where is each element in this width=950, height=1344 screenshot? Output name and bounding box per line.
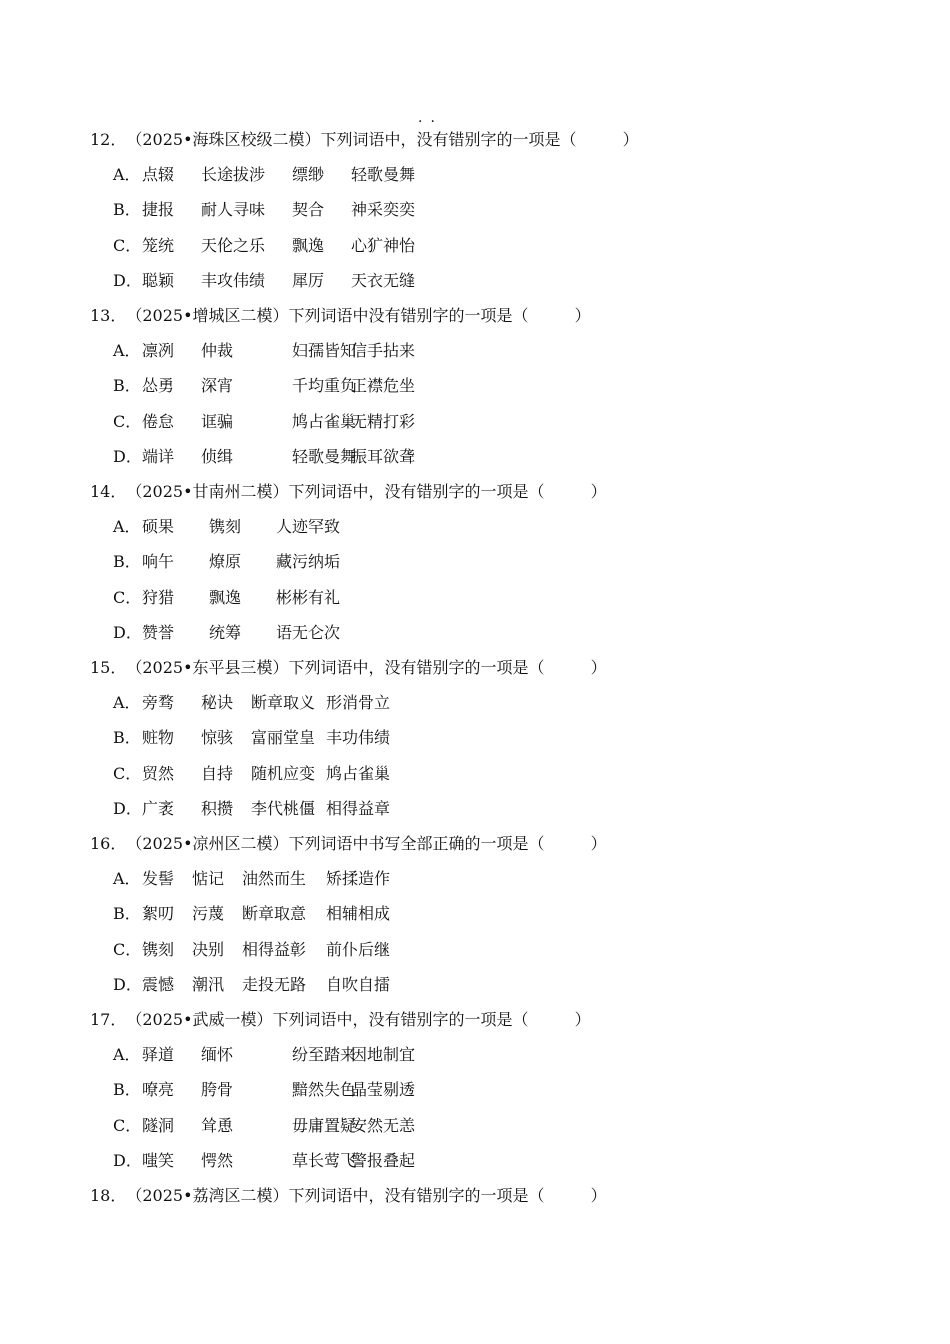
option-letter: A． (113, 1045, 141, 1065)
option-word: 相辅相成 (326, 904, 391, 924)
option-word: 轻歌曼舞 (351, 165, 416, 185)
option-word: 贸然 (142, 763, 175, 783)
option-letter: D． (113, 270, 142, 290)
question-stem (90, 130, 639, 150)
option-word: 丰攻伟绩 (201, 270, 266, 290)
question-source: （2025•海珠区校级二模） (126, 130, 321, 149)
option-word: 赃物 (142, 728, 175, 748)
question-close-paren: ） (590, 482, 607, 501)
option-word: 契合 (292, 200, 325, 220)
option-word: 积攒 (201, 798, 234, 818)
question-text: 下列词语中没有错别字的一项是（ (288, 306, 529, 325)
option-word: 千均重负 (292, 376, 357, 396)
option-word: 富丽堂皇 (251, 728, 316, 748)
option-word: 旁骛 (142, 693, 175, 713)
question-close-paren: ） (574, 306, 591, 325)
question-stem (90, 658, 607, 678)
option-word: 前仆后继 (326, 939, 391, 959)
option-word: 断章取意 (242, 904, 307, 924)
option-letter: A． (113, 165, 141, 185)
option-word: 端详 (142, 446, 175, 466)
option-word: 人迹罕致 (276, 517, 341, 537)
option-word: 神采奕奕 (351, 200, 416, 220)
option-letter: A． (113, 517, 141, 537)
option-letter: B． (113, 200, 141, 220)
option-letter: B． (113, 1080, 141, 1100)
option-word: 正襟危坐 (351, 376, 416, 396)
option-letter: C． (113, 763, 142, 783)
option-letter: C． (113, 235, 142, 255)
option-word: 因地制宜 (351, 1045, 416, 1065)
option-word: 长途拔涉 (201, 165, 266, 185)
option-word: 嘹亮 (142, 1080, 175, 1100)
question-number: 16． (90, 834, 127, 853)
option-letter: C． (113, 939, 142, 959)
option-letter: D． (113, 622, 142, 642)
option-word: 矫揉造作 (326, 869, 391, 889)
question-text: 下列词语中，没有错别字的一项是（ (288, 658, 545, 677)
option-word: 毋庸置疑 (292, 1115, 357, 1135)
question-text: 下列词语中，没有错别字的一项是（ (288, 482, 545, 501)
option-word: 妇孺皆知 (292, 341, 357, 361)
option-word: 燎原 (209, 552, 242, 572)
option-word: 惊骇 (201, 728, 234, 748)
option-word: 断章取义 (251, 693, 316, 713)
option-word: 响午 (142, 552, 175, 572)
option-word: 狩猎 (142, 587, 175, 607)
option-letter: B． (113, 376, 141, 396)
option-word: 隧洞 (142, 1115, 175, 1135)
option-word: 驿道 (142, 1045, 175, 1065)
option-word: 胯骨 (201, 1080, 234, 1100)
option-word: 赞誉 (142, 622, 175, 642)
option-word: 自持 (201, 763, 234, 783)
option-word: 仲裁 (201, 341, 234, 361)
question-number: 15． (90, 658, 127, 677)
option-word: 飘逸 (209, 587, 242, 607)
question-source: （2025•凉州区二模） (126, 834, 289, 853)
option-word: 无精打彩 (351, 411, 416, 431)
question-text: 下列词语中，没有错别字的一项是（ (288, 1186, 545, 1205)
option-word: 彬彬有礼 (276, 587, 341, 607)
option-letter: B． (113, 904, 141, 924)
option-word: 聪颖 (142, 270, 175, 290)
option-word: 笼统 (142, 235, 175, 255)
option-word: 镌刻 (209, 517, 242, 537)
option-word: 警报叠起 (351, 1150, 416, 1170)
option-letter: D． (113, 1150, 142, 1170)
option-word: 油然而生 (242, 869, 307, 889)
option-word: 耸恿 (201, 1115, 234, 1135)
option-word: 怂勇 (142, 376, 175, 396)
question-text: 下列词语中，没有错别字的一项是（ (320, 130, 577, 149)
option-word: 随机应变 (251, 763, 316, 783)
question-text: 下列词语中，没有错别字的一项是（ (272, 1010, 529, 1029)
option-word: 秘诀 (201, 693, 234, 713)
option-word: 草长莺飞 (292, 1150, 357, 1170)
option-letter: B． (113, 552, 141, 572)
option-word: 轻歌曼舞 (292, 446, 357, 466)
option-word: 缅怀 (201, 1045, 234, 1065)
option-word: 深宵 (201, 376, 234, 396)
option-word: 形消骨立 (326, 693, 391, 713)
option-word: 侦缉 (201, 446, 234, 466)
option-word: 黯然失色 (292, 1080, 357, 1100)
question-source: （2025•荔湾区二模） (126, 1186, 289, 1205)
option-word: 纷至踏来 (292, 1045, 357, 1065)
question-close-paren: ） (590, 658, 607, 677)
option-word: 李代桃僵 (251, 798, 316, 818)
question-source: （2025•增城区二模） (126, 306, 289, 325)
question-number: 13． (90, 306, 127, 325)
option-word: 丰功伟绩 (326, 728, 391, 748)
option-word: 愕然 (201, 1150, 234, 1170)
option-word: 相得益章 (326, 798, 391, 818)
option-word: 决别 (192, 939, 225, 959)
question-number: 18． (90, 1186, 127, 1205)
option-letter: A． (113, 341, 141, 361)
option-word: 安然无恙 (351, 1115, 416, 1135)
option-word: 走投无路 (242, 974, 307, 994)
question-source: （2025•东平县三模） (126, 658, 289, 677)
option-letter: C． (113, 411, 142, 431)
question-stem (90, 1010, 591, 1030)
option-word: 鸠占雀巢 (292, 411, 357, 431)
option-letter: D． (113, 798, 142, 818)
option-letter: A． (113, 693, 141, 713)
option-word: 诓骗 (201, 411, 234, 431)
question-close-paren: ） (590, 834, 607, 853)
question-source: （2025•武威一模） (126, 1010, 273, 1029)
question-number: 17． (90, 1010, 127, 1029)
option-letter: C． (113, 1115, 142, 1135)
option-word: 震憾 (142, 974, 175, 994)
option-word: 嗤笑 (142, 1150, 175, 1170)
option-word: 振耳欲聋 (351, 446, 416, 466)
question-number: 12． (90, 130, 127, 149)
option-word: 相得益彰 (242, 939, 307, 959)
option-letter: D． (113, 446, 142, 466)
option-letter: C． (113, 587, 142, 607)
option-word: 信手拈来 (351, 341, 416, 361)
option-word: 自吹自擂 (326, 974, 391, 994)
option-word: 统筹 (209, 622, 242, 642)
option-word: 心犷神怡 (351, 235, 416, 255)
option-word: 污蔑 (192, 904, 225, 924)
question-stem (90, 306, 591, 326)
option-word: 发髻 (142, 869, 175, 889)
question-number: 14． (90, 482, 127, 501)
option-word: 缥缈 (292, 165, 325, 185)
option-word: 犀厉 (292, 270, 325, 290)
question-stem (90, 482, 607, 502)
option-letter: D． (113, 974, 142, 994)
option-word: 藏污纳垢 (276, 552, 341, 572)
option-word: 点辍 (142, 165, 175, 185)
option-word: 鸠占雀巢 (326, 763, 391, 783)
option-word: 凛冽 (142, 341, 175, 361)
option-word: 惦记 (192, 869, 225, 889)
option-word: 倦怠 (142, 411, 175, 431)
option-word: 天衣无缝 (351, 270, 416, 290)
option-word: 捷报 (142, 200, 175, 220)
question-text: 下列词语中书写全部正确的一项是（ (288, 834, 545, 853)
option-word: 潮汛 (192, 974, 225, 994)
emphasis-dots: ·· (418, 114, 443, 130)
question-stem (90, 834, 607, 854)
question-close-paren: ） (590, 1186, 607, 1205)
option-word: 语无仑次 (276, 622, 341, 642)
question-stem (90, 1186, 607, 1206)
option-letter: B． (113, 728, 141, 748)
option-letter: A． (113, 869, 141, 889)
option-word: 广袤 (142, 798, 175, 818)
option-word: 飘逸 (292, 235, 325, 255)
option-word: 晶莹剔透 (351, 1080, 416, 1100)
question-close-paren: ） (622, 130, 639, 149)
option-word: 镌刻 (142, 939, 175, 959)
question-close-paren: ） (574, 1010, 591, 1029)
option-word: 天伦之乐 (201, 235, 266, 255)
option-word: 硕果 (142, 517, 175, 537)
question-source: （2025•甘南州二模） (126, 482, 289, 501)
option-word: 絮叨 (142, 904, 175, 924)
option-word: 耐人寻味 (201, 200, 266, 220)
